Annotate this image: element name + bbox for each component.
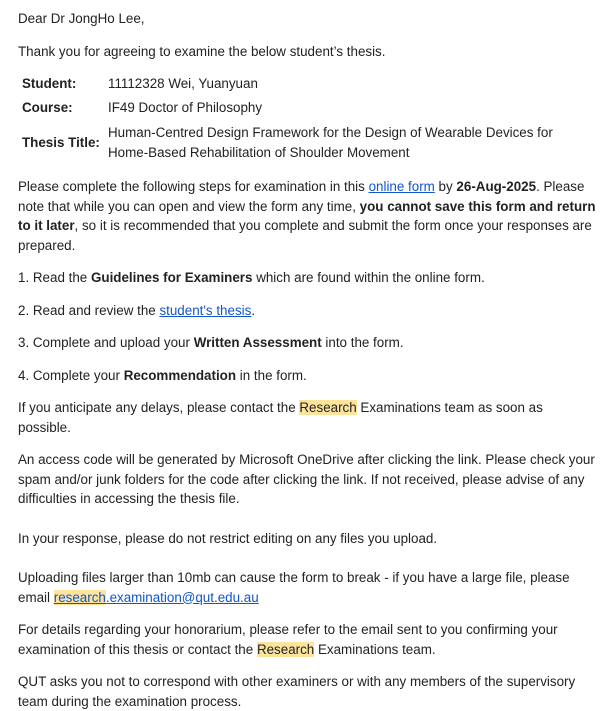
written-assessment-emphasis: Written Assessment — [193, 335, 322, 350]
instructions-text-4: , so it is recommended that you complete and submit the form once your responses are prepared. — [18, 218, 592, 253]
step-1-text: 1. Read the — [18, 270, 91, 285]
email-rest: .examination@qut.edu.au — [105, 589, 259, 605]
honorarium-text: For details regarding your honorarium, please refer to the email sent to you confirming your examination of this thesis or contact the — [18, 622, 558, 657]
student-value: 11112328 Wei, Yuanyuan — [108, 76, 258, 91]
step-3 — [18, 333, 599, 353]
honorarium-paragraph — [18, 620, 599, 659]
correspond-paragraph: QUT asks you not to correspond with other examiners or with any members of the supervisory team during the examination process. — [18, 674, 576, 709]
course-value: IF49 Doctor of Philosophy — [108, 99, 263, 115]
thesis-title-row — [19, 119, 599, 164]
instructions-text-3: . Please note that while you can open and view the form any time, — [18, 179, 585, 214]
access-code-paragraph: An access code will be generated by Microsoft OneDrive after clicking the link. Please check your spam and/or junk folders for the code after clicking the link. If not received, please advise of any difficulties in accessing the thesis file. — [18, 452, 595, 506]
guidelines-emphasis: Guidelines for Examiners — [90, 270, 253, 285]
course-row — [19, 96, 599, 120]
step-1-text-end: which are found within the online form. — [252, 270, 485, 285]
step-3-text-end: into the form. — [321, 335, 404, 350]
student-thesis-link[interactable]: student's thesis — [159, 302, 252, 318]
no-restrict-paragraph: In your response, please do not restrict editing on any files you upload. — [18, 530, 438, 546]
step-3-text: 3. Complete and upload your — [18, 335, 194, 350]
student-label: Student: — [22, 76, 77, 91]
delays-text-end: Examinations team as soon as possible. — [18, 400, 543, 435]
thesis-details-table — [19, 72, 599, 164]
delays-paragraph — [18, 398, 599, 437]
step-2-text-end: . — [251, 302, 256, 318]
honorarium-text-end: Examinations team. — [314, 641, 436, 657]
step-1 — [18, 268, 599, 288]
recommendation-emphasis: Recommendation — [123, 367, 237, 383]
delays-text: If you anticipate any delays, please contact the — [18, 400, 300, 415]
step-4-text: 4. Complete your — [18, 367, 124, 383]
thesis-title-value: Human-Centred Design Framework for the Design of Wearable Devices for Home-Based Rehabilitation of Shoulder Movement — [108, 125, 553, 160]
instructions-text-1: Please complete the following steps for examination in this — [18, 179, 369, 194]
instructions-paragraph — [18, 177, 599, 255]
research-highlight-2: Research — [256, 641, 315, 657]
online-form-link[interactable]: online form — [368, 179, 435, 194]
instructions-text-2: by — [434, 179, 457, 194]
course-label: Course: — [22, 99, 73, 115]
intro-text: Thank you for agreeing to examine the below student’s thesis. — [18, 43, 386, 59]
thesis-title-label: Thesis Title: — [22, 134, 100, 150]
uploading-text: Uploading files larger than 10mb can cause the form to break - if you have a large file, please email — [18, 570, 570, 605]
email-highlight: research — [53, 589, 106, 605]
step-4-text-end: in the form. — [236, 367, 307, 383]
step-2 — [18, 301, 599, 321]
student-row — [19, 72, 599, 96]
research-email-link[interactable] — [54, 590, 259, 605]
deadline-date: 26-Aug-2025 — [456, 179, 537, 194]
research-highlight: Research — [299, 400, 357, 415]
save-warning: you cannot save this form and return to it later — [18, 198, 596, 233]
uploading-paragraph — [18, 568, 599, 607]
step-4 — [18, 366, 599, 386]
greeting: Dear Dr JongHo Lee, — [18, 11, 145, 26]
step-2-text: 2. Read and review the — [18, 302, 160, 318]
